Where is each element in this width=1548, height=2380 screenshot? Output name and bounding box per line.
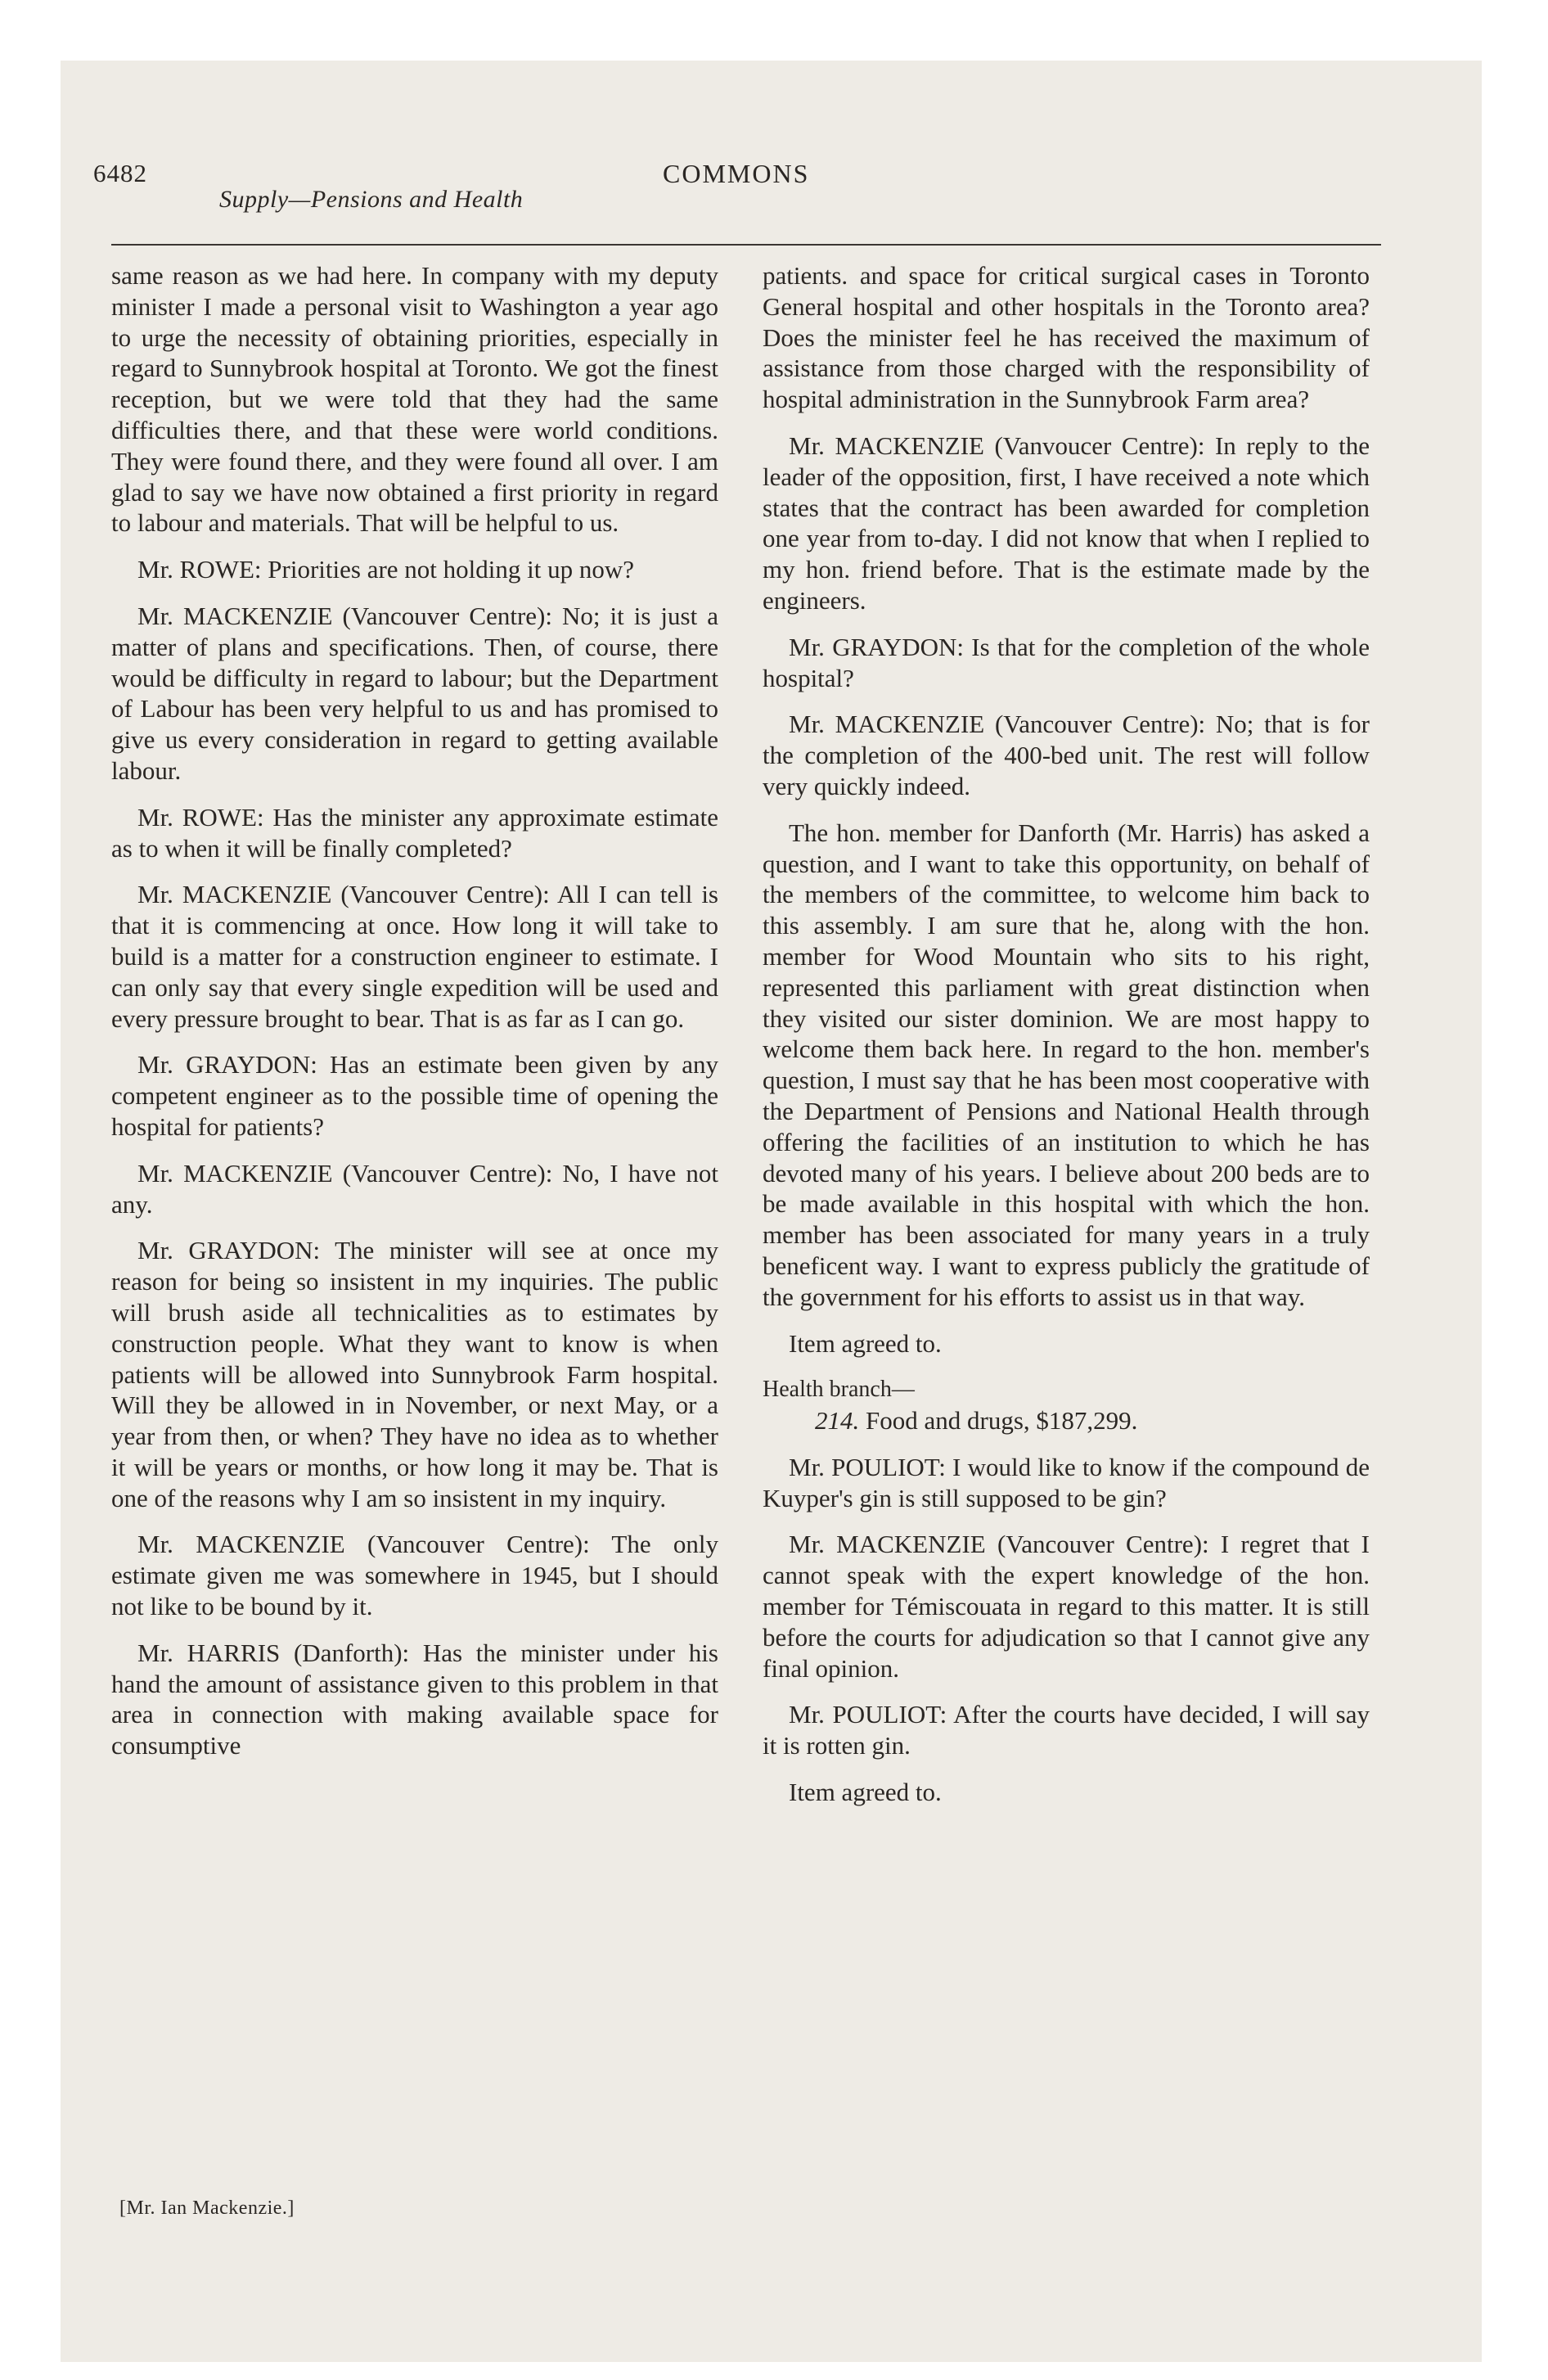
paragraph: Mr. MACKENZIE (Vanvoucer Centre): In reply to the leader of the opposition, first, I have received a note which states that the contract has been awarded for completion one year from to-day. I did not know that when I replied to my hon. friend before. That is the estimate made by the engineers. — [763, 430, 1370, 615]
paragraph: Mr. ROWE: Priorities are not holding it up now? — [137, 555, 635, 584]
paragraph: Mr. POULIOT: After the courts have decided, I will say it is rotten gin. — [763, 1700, 1370, 1760]
paragraph: Mr. MACKENZIE (Vancouver Centre): No, I have not any. — [111, 1158, 718, 1219]
section-title: Supply—Pensions and Health — [219, 186, 524, 213]
right-column — [763, 260, 1370, 1823]
paragraph: Mr. GRAYDON: Has an estimate been given by any competent engineer as to the possible time of opening the hospital for patients? — [111, 1050, 718, 1141]
left-column — [111, 260, 718, 1777]
paragraph: Mr. MACKENZIE (Vancouver Centre): No; that is for the completion of the 400-bed unit. The rest will follow very quickly indeed. — [763, 710, 1370, 800]
paragraph: Mr. GRAYDON: Is that for the completion of the whole hospital? — [763, 632, 1370, 692]
paragraph: same reason as we had here. In company with my deputy minister I made a personal visit to Washington a year ago to urge the necessity of obtaining priorities, especially in regard to Sunnybrook hospital at Toronto. We got the finest reception, but we were told that they had the same difficulties there, and that these were world conditions. They were found there, and they were found all over. I am glad to say we have now obtained a first priority in regard to labour and materials. That will be helpful to us. — [111, 261, 718, 538]
header-rule — [111, 244, 1381, 246]
paragraph: Mr. MACKENZIE (Vancouver Centre): The only estimate given me was somewhere in 1945, but I should not like to be bound by it. — [111, 1530, 718, 1621]
paragraph: Mr. MACKENZIE (Vancouver Centre): No; it is just a matter of plans and specifications. Then, of course, there would be difficulty in regard to labour; but the Department of Labour has been very helpful to us and has promised to give us every consideration in regard to getting available labour. — [111, 601, 718, 785]
footer-speaker-note: [Mr. Ian Mackenzie.] — [119, 2197, 295, 2219]
paragraph: Mr. MACKENZIE (Vancouver Centre): All I can tell is that it is commencing at once. How long it will take to build is a matter for a construction engineer to estimate. I can only say that every single expedition will be used and every pressure brought to bear. That is as far as I can go. — [111, 880, 718, 1033]
vote-heading: Health branch— — [763, 1377, 915, 1403]
paragraph: Mr. MACKENZIE (Vancouver Centre): I regret that I cannot speak with the expert knowledge of the hon. member for Témiscouata in regard to this matter. It is still before the courts for adjudication so that I cannot give any final opinion. — [763, 1530, 1370, 1683]
running-head: COMMONS — [663, 159, 810, 188]
paragraph: Item agreed to. — [789, 1778, 942, 1807]
paragraph: Mr. HARRIS (Danforth): Has the minister under his hand the amount of assistance given to this problem in that area in connection with making available space for consumptive — [111, 1638, 718, 1760]
paragraph: Mr. ROWE: Has the minister any approximate estimate as to when it will be finally completed? — [111, 802, 718, 863]
vote-item-number: 214. — [815, 1406, 860, 1436]
paragraph: Item agreed to. — [789, 1328, 942, 1358]
paragraph: Mr. GRAYDON: The minister will see at once my reason for being so insistent in my inquiries. The public will brush aside all technicalities as to estimates by construction people. What they want to know is when patients will be allowed into Sunnybrook Farm hospital. Will they be allowed in in November, or next May, or a year from then, or when? They have no idea as to whether it will be years or months, or how long it may be. That is one of the reasons why I am so insistent in my inquiry. — [111, 1236, 718, 1512]
page-number: 6482 — [93, 159, 147, 187]
vote-item-text: Food and drugs, $187,299. — [859, 1406, 1138, 1436]
paragraph: Mr. POULIOT: I would like to know if the compound de Kuyper's gin is still supposed to be gin? — [763, 1452, 1370, 1512]
vote-item — [763, 1405, 1370, 1436]
paragraph: The hon. member for Danforth (Mr. Harris) has asked a question, and I want to take this opportunity, on behalf of the members of the committee, to welcome him back to this assembly. I am sure that he, along with the hon. member for Wood Mountain who sits to his right, represented this parliament with great distinction when they visited our sister dominion. We are most happy to welcome them back here. In regard to the hon. member's question, I must say that he has been most cooperative with the Department of Pensions and National Health through offering the facilities of an institution to which he has devoted many of his years. I believe about 200 beds are to be made available in this hospital with which the hon. member has been associated for many years in a truly beneficent way. I want to express publicly the gratitude of the government for his efforts to assist us in that way. — [763, 818, 1370, 1311]
paragraph: patients. and space for critical surgical cases in Toronto General hospital and other hospitals in the Toronto area? Does the minister feel he has received the maximum of assistance from those charged with the responsibility of hospital administration in the Sunnybrook Farm area? — [763, 261, 1370, 414]
